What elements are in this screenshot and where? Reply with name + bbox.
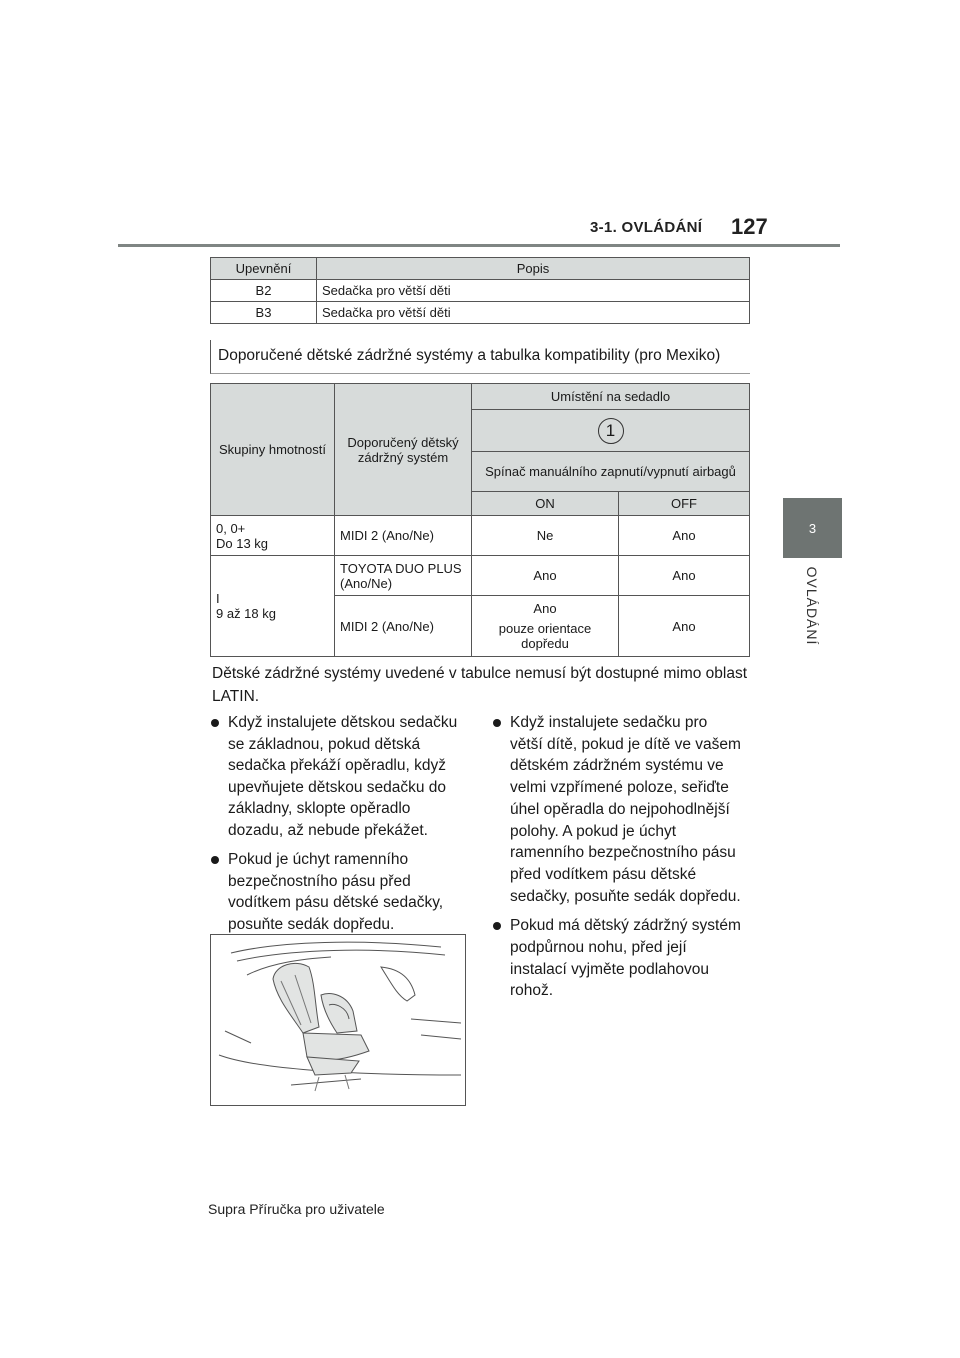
- cell-off: Ano: [619, 596, 750, 657]
- car-seat-icon: [211, 935, 465, 1105]
- header-airbag-switch: Spínač manuálního zapnutí/vypnutí airbagů: [472, 452, 750, 492]
- cell-on-note: pouze orientace dopředu: [498, 621, 592, 651]
- cell-system: MIDI 2 (Ano/Ne): [335, 516, 472, 556]
- weight-group: 0, 0+: [216, 520, 246, 536]
- table-header-row: [211, 258, 750, 280]
- weight-range: Do 13 kg: [216, 535, 269, 551]
- seat-number-cell: [472, 410, 750, 452]
- list-item-text: Když instalujete dětskou sedačku se základnou, pokud dětská sedačka překáží opěradlu, když upevňujete dětskou sedačku do základny, sklopte opěradlo dozadu, až nebude překážet.: [228, 714, 458, 839]
- page-number: 127: [731, 214, 768, 239]
- list-item: [210, 849, 460, 935]
- list-item: [492, 712, 742, 907]
- weight-group: I: [216, 591, 220, 606]
- header-weight-group: Skupiny hmotností: [211, 384, 335, 516]
- list-item: [492, 915, 742, 1002]
- seat-number-badge: 1: [598, 418, 624, 444]
- cell-on: Ano: [472, 556, 619, 596]
- chapter-label: [786, 566, 838, 646]
- bullet-icon: [211, 856, 219, 864]
- cell-system: MIDI 2 (Ano/Ne): [335, 596, 472, 657]
- cell-weight: [211, 556, 335, 657]
- bullet-icon: [493, 719, 501, 727]
- cell-on: [472, 596, 619, 657]
- cell-description: Sedačka pro větší děti: [317, 302, 750, 324]
- cell-code: B3: [211, 302, 317, 324]
- cell-off: Ano: [619, 516, 750, 556]
- availability-note: Dětské zádržné systémy uvedené v tabulce nemusí být dostupné mimo oblast LATIN.: [212, 665, 748, 705]
- table-row: [211, 516, 750, 556]
- table-row: [211, 280, 750, 302]
- chapter-number: 3: [808, 520, 817, 536]
- list-item: [210, 712, 460, 841]
- table-row: [211, 302, 750, 324]
- weight-range: 9 až 18 kg: [216, 606, 276, 621]
- section-title: 3-1. OVLÁDÁNÍ: [590, 219, 703, 236]
- section-heading: Doporučené dětské zádržné systémy a tabulka kompatibility (pro Mexiko): [210, 340, 750, 374]
- child-seat-illustration: [210, 934, 466, 1106]
- cell-on: Ne: [472, 516, 619, 556]
- compatibility-table: [210, 383, 750, 657]
- cell-code: B2: [211, 280, 317, 302]
- list-item-text: Pokud je úchyt ramenního bezpečnostního pásu před vodítkem pásu dětské sedačky, posuňte sedák dopředu.: [228, 851, 444, 933]
- header-divider: [118, 244, 840, 247]
- cell-weight: [211, 516, 335, 556]
- header-recommended-system: Doporučený dětský zádržný systém: [335, 384, 472, 516]
- header-anchorage: Upevnění: [211, 258, 317, 280]
- chapter-tab[interactable]: [783, 498, 842, 558]
- bullet-icon: [211, 719, 219, 727]
- footer-manual-title: Supra Příručka pro uživatele: [208, 1201, 385, 1217]
- cell-on-value: Ano: [533, 601, 557, 616]
- header-off: OFF: [619, 492, 750, 516]
- list-item-text: Pokud má dětský zádržný systém podpůrnou nohu, před její instalací vyjměte podlahovou rohož.: [510, 917, 741, 1000]
- cell-system: TOYOTA DUO PLUS (Ano/Ne): [335, 556, 472, 596]
- chapter-label-text: OVLÁDÁNÍ: [804, 566, 820, 646]
- list-item-text: Když instalujete sedačku pro větší dítě, pokud je dítě ve vašem dětském zádržném systému ve velmi vzpřímené poloze, seřiďte úhel opěradla do nejpohodlnější polohy. A pokud je úchyt ramenního bezpečnostního pásu před vodítkem pásu dětské sedačky, posuňte sedák dopředu.: [510, 714, 741, 905]
- header-description: Popis: [317, 258, 750, 280]
- bullet-icon: [493, 922, 501, 930]
- anchorage-table: [210, 257, 750, 324]
- header-on: ON: [472, 492, 619, 516]
- bullet-list-left: [210, 712, 460, 943]
- table-row: [211, 556, 750, 596]
- header-seat-position: Umístění na sedadlo: [472, 384, 750, 410]
- cell-description: Sedačka pro větší děti: [317, 280, 750, 302]
- cell-off: Ano: [619, 556, 750, 596]
- bullet-list-right: [492, 712, 742, 1010]
